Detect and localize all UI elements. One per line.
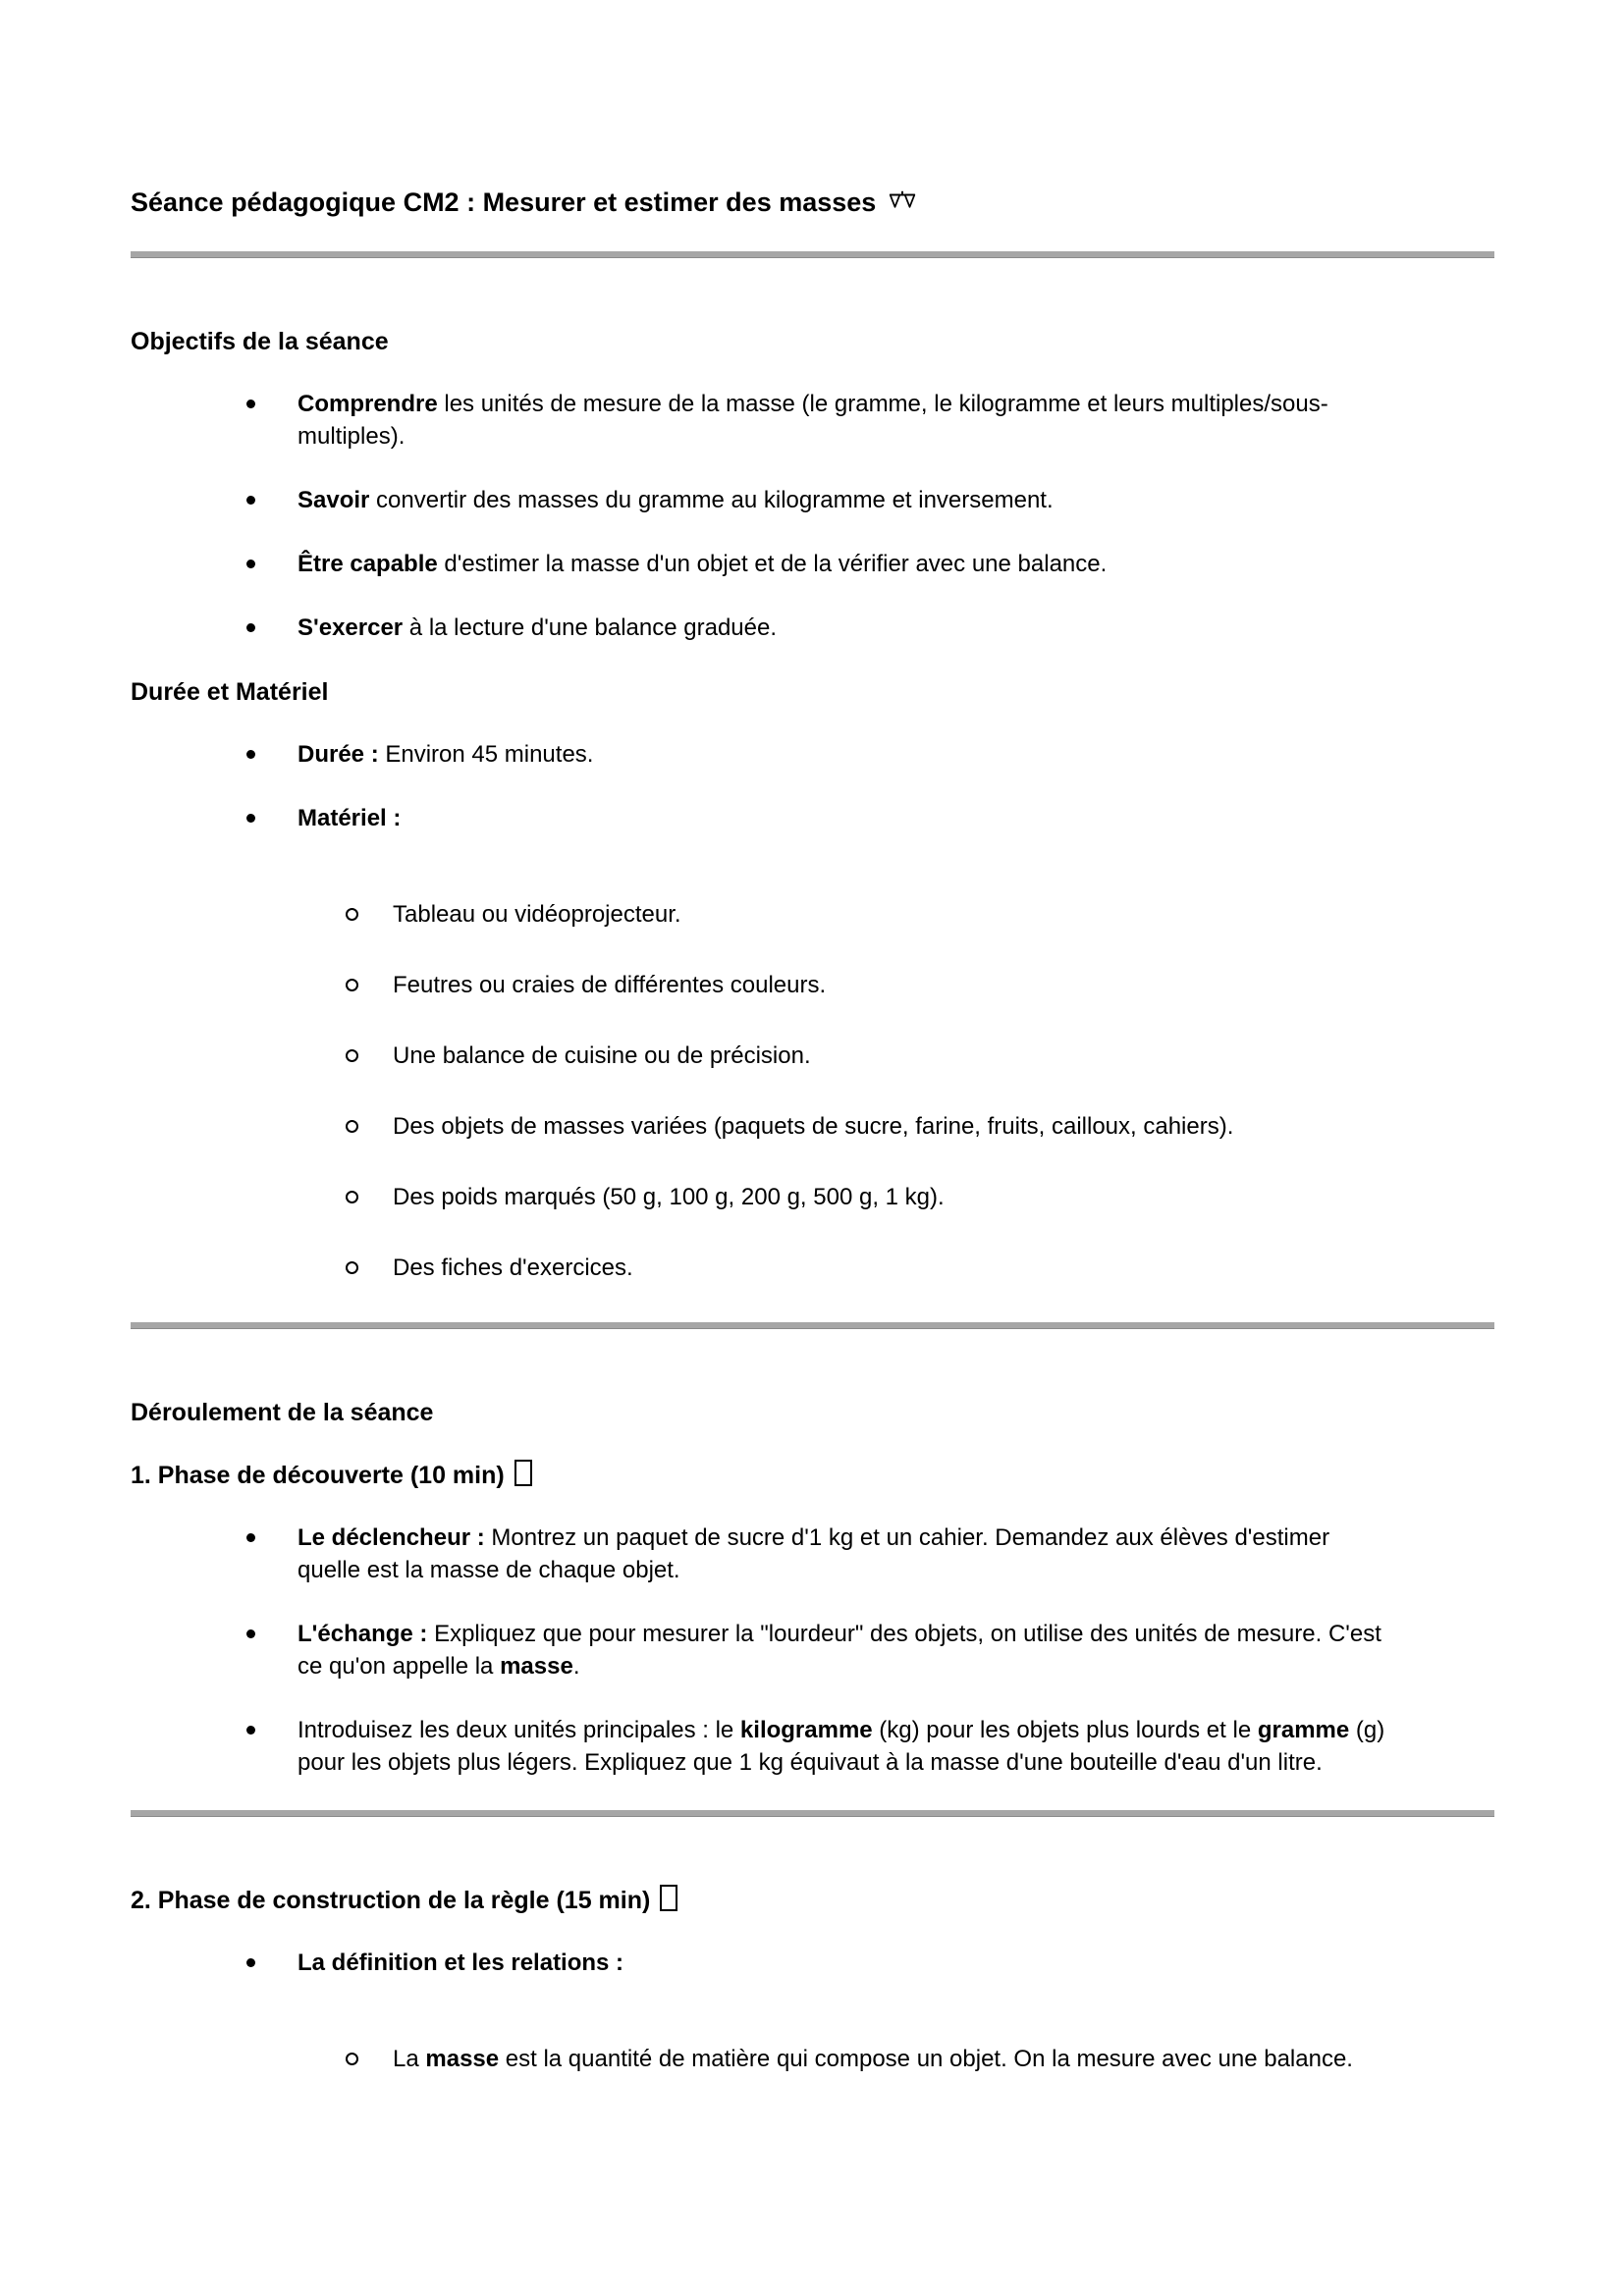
phase2-list [131, 1947, 1494, 2113]
bullet-icon [246, 1714, 298, 1735]
list-item [131, 1110, 1494, 1143]
horizontal-rule [131, 251, 1494, 258]
horizontal-rule [131, 1810, 1494, 1817]
list-item [131, 484, 1494, 516]
bullet-icon [246, 802, 298, 823]
list-item-text: La masse est la quantité de matière qui compose un objet. On la mesure avec une balance. [393, 2046, 1353, 2072]
phase1-heading-text: 1. Phase de découverte (10 min) [131, 1462, 505, 1489]
list-item-text: L'échange : Expliquez que pour mesurer la "lourdeur" des objets, on utilise des unités de mesure. C'est ce qu'on appelle la masse. [298, 1621, 1381, 1680]
list-item [131, 1522, 1494, 1586]
list-item [131, 388, 1494, 453]
circle-bullet-icon [346, 1110, 393, 1133]
circle-bullet-icon [346, 1181, 393, 1203]
circle-bullet-icon [346, 2043, 393, 2065]
list-item-text: Tableau ou vidéoprojecteur. [393, 901, 681, 928]
list-item-text: Introduisez les deux unités principales : le kilogramme (kg) pour les objets plus lourds et le gramme (g) pour les objets plus légers. Expliquez que 1 kg équivaut à la masse d'une bouteille d'eau d'un litre. [298, 1717, 1385, 1776]
bullet-icon [246, 388, 298, 408]
list-item [131, 1040, 1494, 1072]
list-item-text: Savoir convertir des masses du gramme au kilogramme et inversement. [298, 487, 1054, 513]
list-item-text: Des objets de masses variées (paquets de sucre, farine, fruits, cailloux, cahiers). [393, 1113, 1234, 1140]
list-item-text: Une balance de cuisine ou de précision. [393, 1042, 811, 1069]
section-heading-objectifs: Objectifs de la séance [131, 328, 389, 355]
bullet-icon [246, 612, 298, 632]
list-item-text: Des poids marqués (50 g, 100 g, 200 g, 500 g, 1 kg). [393, 1184, 945, 1210]
phase2-sublist [131, 2043, 1494, 2113]
document-content [131, 0, 1494, 2113]
phase1-heading [131, 1459, 1494, 1492]
bullet-icon [246, 548, 298, 568]
list-item [131, 2043, 1494, 2075]
list-item-text: S'exercer à la lecture d'une balance graduée. [298, 614, 777, 641]
horizontal-rule [131, 1322, 1494, 1329]
list-item [131, 802, 1494, 834]
list-item [131, 1618, 1494, 1682]
bullet-icon [246, 484, 298, 505]
list-item [131, 612, 1494, 644]
duree-materiel-list [131, 738, 1494, 1322]
list-item [131, 898, 1494, 931]
objectifs-list [131, 388, 1494, 675]
list-item [131, 1252, 1494, 1284]
document-title [131, 185, 1494, 220]
phase1-list [131, 1522, 1494, 1810]
list-item-text: Matériel : [298, 805, 402, 831]
materiel-sublist [131, 898, 1494, 1322]
list-item [131, 1714, 1494, 1779]
circle-bullet-icon [346, 1252, 393, 1274]
list-item-text: La définition et les relations : [298, 1949, 624, 1976]
list-item-text: Feutres ou craies de différentes couleurs. [393, 972, 827, 998]
list-item-text: Des fiches d'exercices. [393, 1255, 633, 1281]
circle-bullet-icon [346, 969, 393, 991]
list-item-text: Durée : Environ 45 minutes. [298, 741, 594, 768]
bullet-icon [246, 1618, 298, 1638]
list-item [131, 1947, 1494, 1979]
section-heading-deroulement: Déroulement de la séance [131, 1399, 434, 1426]
list-item [131, 1181, 1494, 1213]
list-item-text: Le déclencheur : Montrez un paquet de sucre d'1 kg et un cahier. Demandez aux élèves d'estimer quelle est la masse de chaque objet. [298, 1524, 1330, 1583]
list-item-text: Être capable d'estimer la masse d'un objet et de la vérifier avec une balance. [298, 551, 1108, 577]
missing-glyph-box [660, 1885, 677, 1911]
phase2-heading-text: 2. Phase de construction de la règle (15 min) [131, 1887, 651, 1914]
bullet-icon [246, 1522, 298, 1542]
list-item [131, 969, 1494, 1001]
document-title-text: Séance pédagogique CM2 : Mesurer et estimer des masses [131, 187, 877, 217]
bullet-icon [246, 738, 298, 759]
missing-glyph-box [514, 1460, 532, 1486]
list-item [131, 738, 1494, 771]
list-item-text: Comprendre les unités de mesure de la masse (le gramme, le kilogramme et leurs multiples/sous- multiples). [298, 391, 1328, 450]
phase2-heading [131, 1884, 1494, 1917]
circle-bullet-icon [346, 898, 393, 921]
scales-icon [888, 189, 917, 214]
circle-bullet-icon [346, 1040, 393, 1062]
list-item [131, 548, 1494, 580]
section-heading-duree-materiel: Durée et Matériel [131, 678, 329, 706]
bullet-icon [246, 1947, 298, 1967]
